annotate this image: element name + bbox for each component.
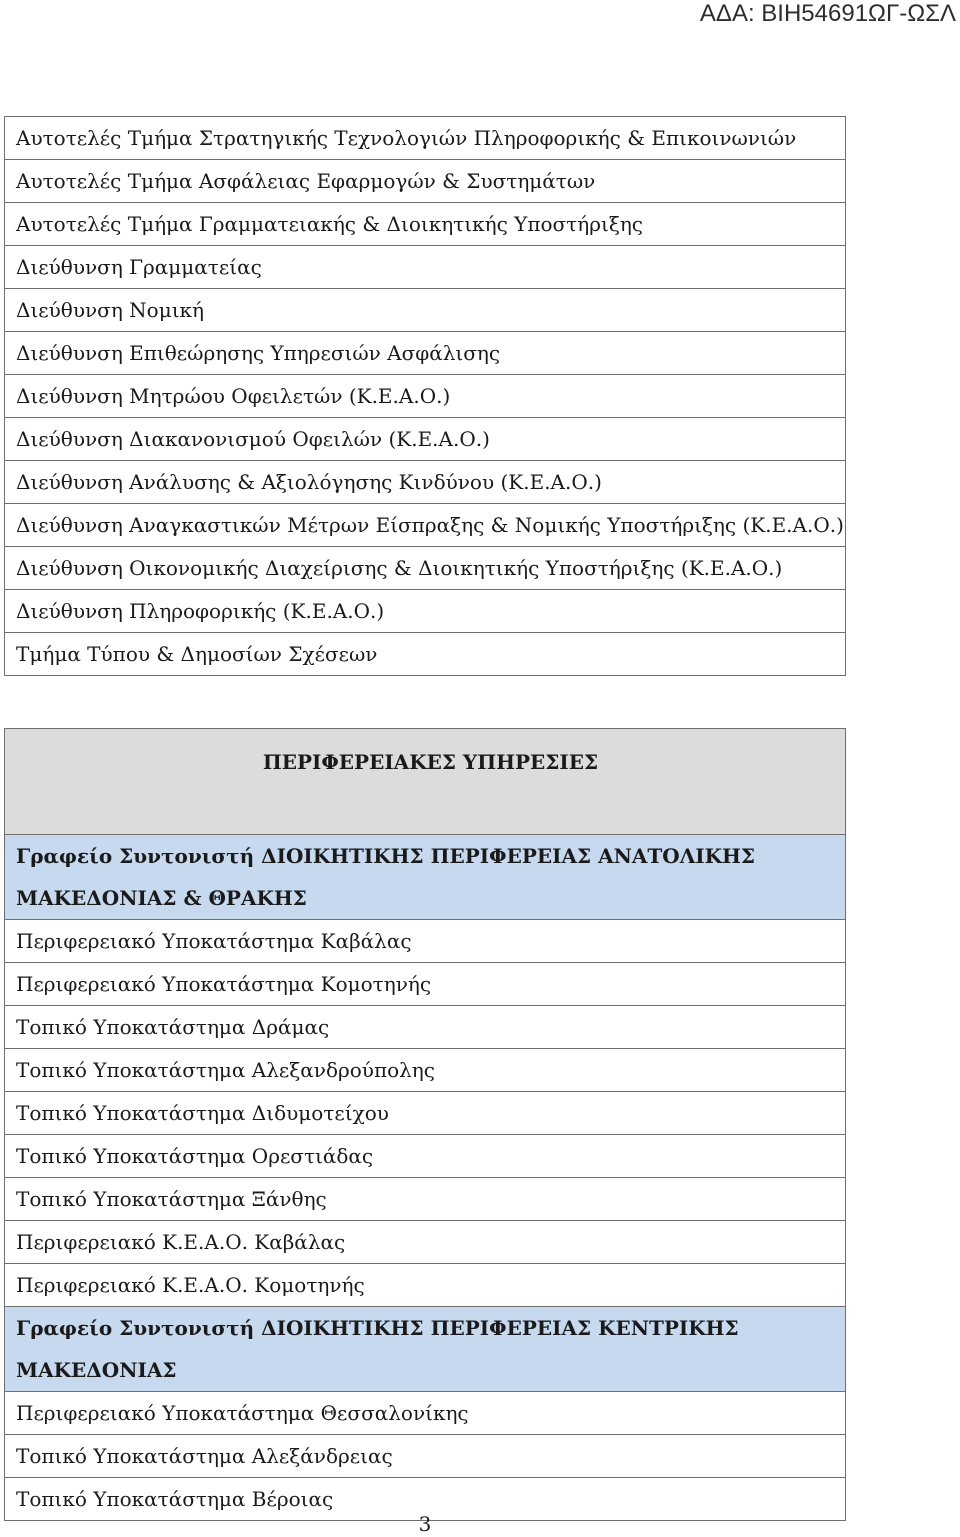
table-row <box>5 332 846 375</box>
unit-cell: Αυτοτελές Τμήμα Γραμματειακής & Διοικητικής Υποστήριξης <box>5 203 846 246</box>
table-row <box>5 633 846 676</box>
unit-cell: Αυτοτελές Τμήμα Στρατηγικής Τεχνολογιών Πληροφορικής & Επικοινωνιών <box>5 117 846 160</box>
table-row <box>5 1006 846 1049</box>
unit-cell: Αυτοτελές Τμήμα Ασφάλειας Εφαρμογών & Συστημάτων <box>5 160 846 203</box>
table-row <box>5 375 846 418</box>
unit-cell: Διεύθυνση Νομική <box>5 289 846 332</box>
table-row <box>5 160 846 203</box>
table-row <box>5 1049 846 1092</box>
table-row <box>5 504 846 547</box>
table-row <box>5 461 846 504</box>
branch-cell: Τοπικό Υποκατάστημα Αλεξανδρούπολης <box>5 1049 846 1092</box>
group-title <box>5 835 846 920</box>
document-code: ΑΔΑ: ΒΙΗ54691ΩΓ-ΩΣΛ <box>699 0 956 27</box>
table-row <box>5 1092 846 1135</box>
unit-cell: Διεύθυνση Διακανονισμού Οφειλών (Κ.Ε.Α.Ο.) <box>5 418 846 461</box>
section-title: ΠΕΡΙΦΕΡΕΙΑΚΕΣ ΥΠΗΡΕΣΙΕΣ <box>5 729 846 835</box>
branch-cell: Περιφερειακό Υποκατάστημα Θεσσαλονίκης <box>5 1392 846 1435</box>
section-header-row <box>5 729 846 835</box>
group-title-line: ΜΑΚΕΔΟΝΙΑΣ <box>16 1358 177 1382</box>
group-header-row <box>5 1307 846 1392</box>
branch-cell: Τοπικό Υποκατάστημα Ορεστιάδας <box>5 1135 846 1178</box>
table-row <box>5 117 846 160</box>
central-units-table <box>4 116 846 676</box>
table-row <box>5 963 846 1006</box>
branch-cell: Περιφερειακό Υποκατάστημα Καβάλας <box>5 920 846 963</box>
branch-cell: Περιφερειακό Κ.Ε.Α.Ο. Καβάλας <box>5 1221 846 1264</box>
unit-cell: Διεύθυνση Επιθεώρησης Υπηρεσιών Ασφάλισης <box>5 332 846 375</box>
unit-cell: Τμήμα Τύπου & Δημοσίων Σχέσεων <box>5 633 846 676</box>
unit-cell: Διεύθυνση Ανάλυσης & Αξιολόγησης Κινδύνου (Κ.Ε.Α.Ο.) <box>5 461 846 504</box>
unit-cell: Διεύθυνση Αναγκαστικών Μέτρων Είσπραξης & Νομικής Υποστήριξης (Κ.Ε.Α.Ο.) <box>5 504 846 547</box>
table-row <box>5 203 846 246</box>
unit-cell: Διεύθυνση Μητρώου Οφειλετών (Κ.Ε.Α.Ο.) <box>5 375 846 418</box>
group-title-line: ΜΑΚΕΔΟΝΙΑΣ & ΘΡΑΚΗΣ <box>16 886 307 910</box>
branch-cell: Τοπικό Υποκατάστημα Δράμας <box>5 1006 846 1049</box>
group-title-line: Γραφείο Συντονιστή ΔΙΟΙΚΗΤΙΚΗΣ ΠΕΡΙΦΕΡΕΙΑΣ ΑΝΑΤΟΛΙΚΗΣ <box>16 844 755 868</box>
table-row <box>5 547 846 590</box>
table-row <box>5 920 846 963</box>
page-number: 3 <box>418 1512 432 1536</box>
table-row <box>5 418 846 461</box>
table-row <box>5 1392 846 1435</box>
unit-cell: Διεύθυνση Πληροφορικής (Κ.Ε.Α.Ο.) <box>5 590 846 633</box>
regional-services-table <box>4 728 846 1521</box>
branch-cell: Περιφερειακό Κ.Ε.Α.Ο. Κομοτηνής <box>5 1264 846 1307</box>
table-row <box>5 1135 846 1178</box>
branch-cell: Τοπικό Υποκατάστημα Αλεξάνδρειας <box>5 1435 846 1478</box>
group-title-line: Γραφείο Συντονιστή ΔΙΟΙΚΗΤΙΚΗΣ ΠΕΡΙΦΕΡΕΙΑΣ ΚΕΝΤΡΙΚΗΣ <box>16 1316 739 1340</box>
table-row <box>5 246 846 289</box>
table-row <box>5 289 846 332</box>
table-row <box>5 1264 846 1307</box>
table-row <box>5 1435 846 1478</box>
group-title <box>5 1307 846 1392</box>
unit-cell: Διεύθυνση Οικονομικής Διαχείρισης & Διοικητικής Υποστήριξης (Κ.Ε.Α.Ο.) <box>5 547 846 590</box>
branch-cell: Τοπικό Υποκατάστημα Βέροιας <box>5 1478 846 1521</box>
table-row <box>5 590 846 633</box>
unit-cell: Διεύθυνση Γραμματείας <box>5 246 846 289</box>
group-header-row <box>5 835 846 920</box>
branch-cell: Περιφερειακό Υποκατάστημα Κομοτηνής <box>5 963 846 1006</box>
table-row <box>5 1178 846 1221</box>
branch-cell: Τοπικό Υποκατάστημα Ξάνθης <box>5 1178 846 1221</box>
table-row <box>5 1221 846 1264</box>
branch-cell: Τοπικό Υποκατάστημα Διδυμοτείχου <box>5 1092 846 1135</box>
